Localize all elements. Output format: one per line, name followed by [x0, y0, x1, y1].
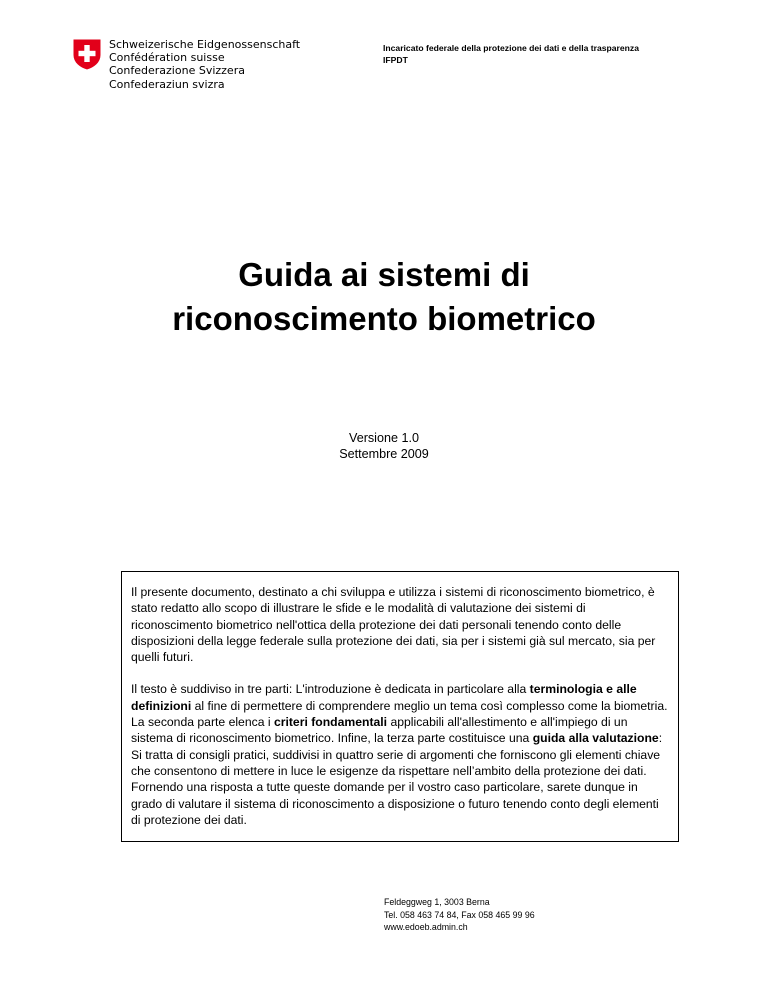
abstract-text: : Si tratta di consigli pratici, suddivisi in quattro serie di argomenti che forniscono gli elementi chiave che consentono di mettere in luce le esigenze da rispettare nell’ambito della protezione dei dati. Fornendo una risposta a tutte queste domande per il vostro caso particolare, sarete dunque in grado di valutare il sistema di riconoscimento a disposizione o futuro tenendo conto degli elementi di protezione dei dati. [131, 731, 663, 827]
abstract-box [121, 571, 679, 842]
title-line-2: riconoscimento biometrico [172, 300, 596, 337]
office-abbreviation: IFPDT [383, 55, 408, 65]
title-line-1: Guida ai sistemi di [238, 256, 530, 293]
office-header [383, 42, 639, 66]
website-link[interactable]: www.edoeb.admin.ch [384, 922, 468, 933]
contact-footer [384, 896, 535, 934]
abstract-paragraph-2 [131, 681, 669, 828]
publication-date: Settembre 2009 [339, 447, 429, 461]
abstract-text: Il testo è suddiviso in tre parti: L'introduzione è dedicata in particolare alla [131, 682, 530, 697]
abstract-emphasis: terminologia e alle definizioni [131, 682, 637, 713]
office-name: Incaricato federale della protezione dei dati e della trasparenza [383, 43, 639, 53]
country-name-rm: Confederaziun svizra [109, 77, 225, 91]
country-name-it: Confederazione Svizzera [109, 64, 245, 78]
version-label: Versione 1.0 [348, 431, 419, 445]
document-title [0, 253, 768, 341]
confederation-names [109, 38, 300, 91]
country-name-de: Schweizerische Eidgenossenschaft [109, 38, 301, 51]
abstract-emphasis: criteri fondamentali [273, 715, 388, 730]
abstract-text: applicabili all'allestimento e all'impiego di un sistema di riconoscimento biometrico. Infine, la terza parte costituisce una [131, 715, 628, 746]
abstract-emphasis: guida alla valutazione [532, 731, 659, 746]
swiss-coat-of-arms-icon [72, 38, 102, 71]
phone-fax: Tel. 058 463 74 84, Fax 058 465 99 96 [384, 909, 535, 920]
country-name-fr: Confédération suisse [109, 51, 225, 65]
address: Feldeggweg 1, 3003 Berna [384, 897, 490, 907]
abstract-text: al fine di permettere di comprendere meglio un tema così complesso come la biometria. La seconda parte elenca i [131, 698, 668, 730]
version-block [0, 430, 768, 462]
abstract-paragraph-1: Il presente documento, destinato a chi sviluppa e utilizza i sistemi di riconoscimento biometrico, è stato redatto allo scopo di illustrare le sfide e le modalità di valutazione dei sistemi di riconoscimento biometrico nell'ottica della protezione dei dati personali tenendo conto delle disposizioni della legge federale sulla protezione dei dati, sia per i sistemi già sul mercato, sia per quelli futuri. [131, 585, 656, 665]
